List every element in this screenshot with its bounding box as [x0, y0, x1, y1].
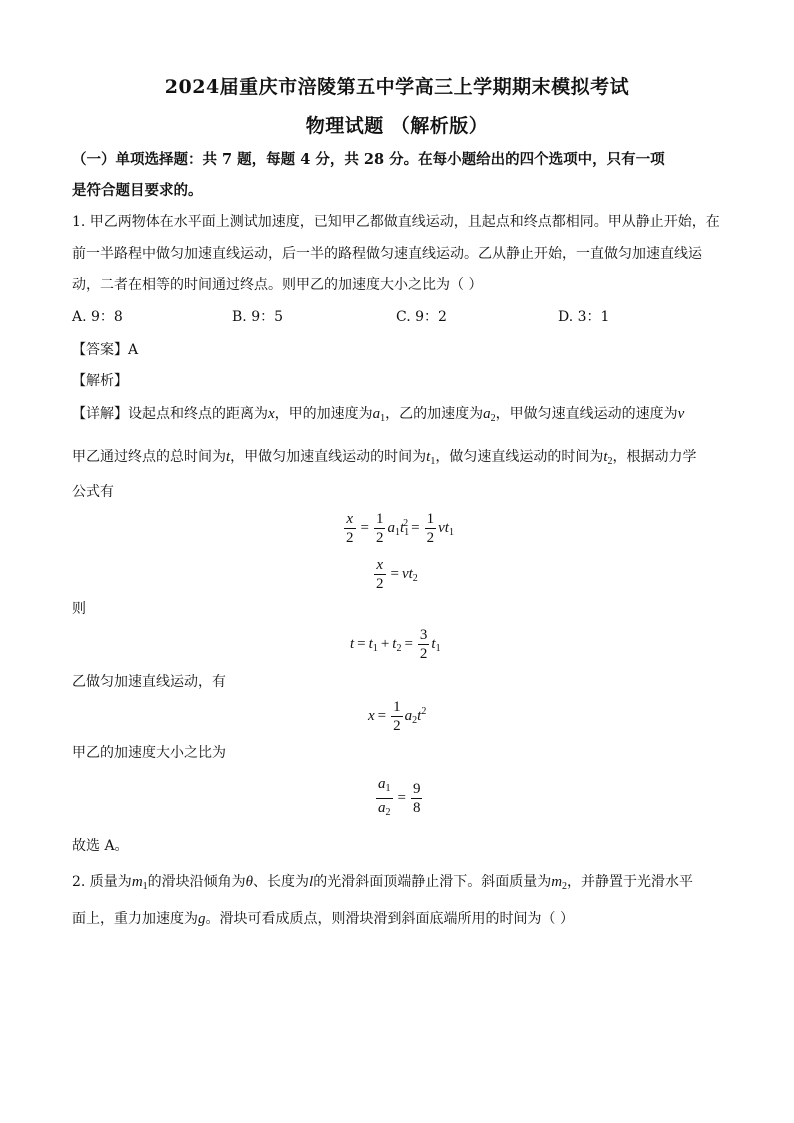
- detail-text: ，乙的加速度为: [385, 406, 484, 422]
- q2-text: 2. 质量为: [72, 874, 132, 890]
- detail-text: ，做匀速直线运动的时间为: [435, 449, 604, 465]
- var-theta: θ: [245, 874, 254, 890]
- detail-text: ，甲的加速度为: [274, 406, 373, 422]
- equation-3: $t = t_1 + t_2$ = $\frac{3}{2}$ $t_1$: [350, 627, 441, 662]
- q2-text: 的滑块沿倾角为: [147, 874, 246, 890]
- detail-text: 设起点和终点的距离为: [128, 406, 268, 422]
- section-heading-line2: 是符合题目要求的。: [72, 182, 203, 199]
- q1-analysis-label: 【解析】: [72, 373, 128, 389]
- answer-value: A: [128, 342, 139, 358]
- q1-detail-line2: [72, 447, 732, 472]
- answer-label: 【答案】: [72, 342, 128, 358]
- q1-detail-line3: 公式有: [72, 484, 114, 500]
- document-title: 2024届重庆市涪陵第五中学高三上学期期末模拟考试: [164, 76, 630, 98]
- q1-option-a: A. 9：8: [72, 309, 123, 325]
- document-subtitle: 物理试题 （解析版）: [305, 115, 489, 137]
- var-a1: $a_1$: [372, 406, 386, 424]
- var-x: x: [268, 406, 275, 422]
- q1-option-b: B. 9：5: [232, 309, 284, 325]
- var-m1: $m_1$: [131, 874, 148, 892]
- q1-answer: [72, 339, 138, 359]
- var-t2: $t_2$: [603, 449, 613, 467]
- q1-detail-choose: 故选 A。: [72, 838, 129, 854]
- var-m2: $m_2$: [551, 874, 568, 892]
- q2-text: 的光滑斜面顶端静止滑下。斜面质量为: [313, 874, 552, 890]
- var-a2: $a_2$: [483, 406, 496, 424]
- var-l: l: [309, 874, 314, 890]
- q2-text-line2: [72, 909, 732, 929]
- section-heading-line1: （一）单项选择题：共 7 题，每题 4 分，共 28 分。在每小题给出的四个选项中，只有一项: [72, 151, 665, 168]
- var-t: t: [226, 449, 231, 465]
- q1-detail-yi: 乙做匀加速直线运动，有: [72, 674, 226, 690]
- var-v: v: [677, 406, 685, 422]
- q1-text-line3: 动，二者在相等的时间通过终点。则甲乙的加速度大小之比为（ ）: [72, 277, 483, 293]
- detail-text: ，根据动力学: [612, 449, 697, 465]
- q2-text: ，并静置于光滑水平: [567, 874, 694, 890]
- var-t1: $t_1$: [426, 449, 436, 467]
- q1-option-c: C. 9：2: [396, 309, 447, 325]
- equation-5: $\frac{a_1}{a_2}$ = $\frac{9}{8}$: [374, 775, 424, 822]
- q1-option-d: D. 3：1: [558, 309, 610, 325]
- detail-label: 【详解】: [72, 406, 128, 422]
- q1-detail-line1: [72, 404, 732, 429]
- detail-text: ，甲做匀加速直线运动的时间为: [230, 449, 427, 465]
- q1-text-line1: 1. 甲乙两物体在水平面上测试加速度，已知甲乙都做直线运动，且起点和终点都相同。甲从静止开始，在: [72, 214, 720, 230]
- q2-text: 面上，重力加速度为: [72, 911, 198, 927]
- q2-text: 。滑块可看成质点，则滑块滑到斜面底端所用的时间为（ ）: [205, 911, 574, 927]
- equation-2: $\frac{x}{2}$ = $vt_2$: [376, 557, 418, 592]
- q2-text: 、长度为: [253, 874, 310, 890]
- q1-text-line2: 前一半路程中做匀加速直线运动，后一半的路程做匀速直线运动。乙从静止开始，一直做匀加速直线运: [72, 246, 702, 262]
- q1-detail-then: 则: [72, 601, 86, 617]
- q1-detail-ratio: 甲乙的加速度大小之比为: [72, 745, 226, 761]
- equation-4: x = $\frac{1}{2}$ $a_2t^2$: [368, 699, 427, 734]
- detail-text: ，甲做匀速直线运动的速度为: [495, 406, 678, 422]
- equation-1: $\frac{x}{2}$ = $\frac{1}{2}$ $a_1t_1^2$ = $\frac{1}{2}$ $vt_1$: [346, 511, 454, 546]
- detail-text: 甲乙通过终点的总时间为: [72, 449, 226, 465]
- var-g: g: [198, 911, 206, 927]
- q2-text-line1: [72, 872, 732, 897]
